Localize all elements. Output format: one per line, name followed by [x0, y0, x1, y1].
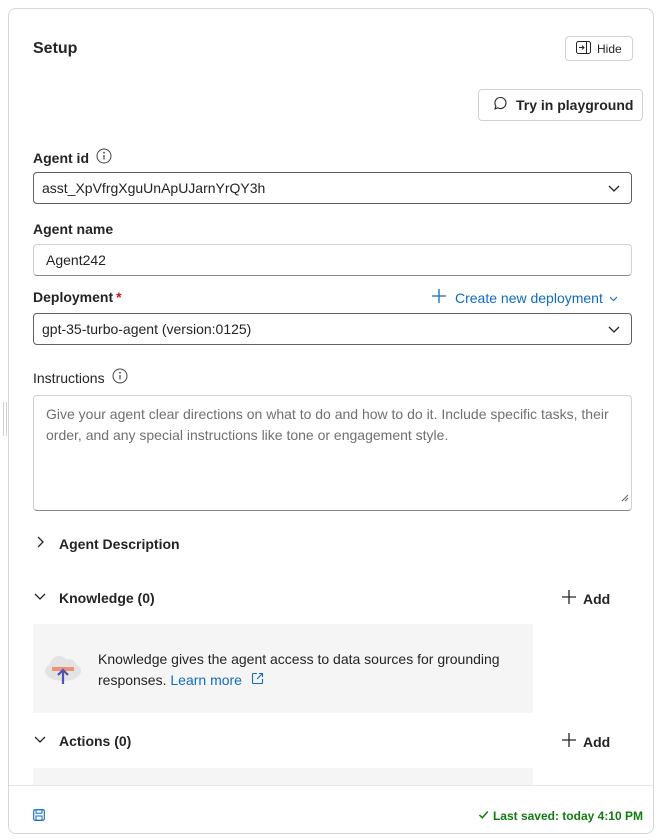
knowledge-description: Knowledge gives the agent access to data sources for grounding responses. [98, 651, 500, 688]
try-in-playground-label: Try in playground [516, 97, 634, 113]
instructions-textarea[interactable] [33, 395, 632, 511]
knowledge-card-text [98, 649, 518, 691]
panel-footer [9, 785, 654, 834]
panel-title: Setup [33, 40, 78, 57]
add-action-label: Add [583, 733, 611, 750]
deployment-select[interactable] [33, 313, 632, 345]
cloud-upload-icon [43, 652, 83, 691]
add-knowledge-label: Add [583, 590, 611, 607]
add-action-button[interactable] [561, 732, 610, 751]
chevron-down-icon [607, 181, 621, 198]
chevron-down-icon [609, 290, 618, 306]
chevron-down-icon [33, 589, 47, 606]
setup-panel [8, 8, 654, 834]
panel-collapse-icon [576, 41, 591, 57]
last-saved-status [478, 809, 643, 823]
agent-name-input[interactable] [33, 244, 632, 276]
actions-section-toggle[interactable] [33, 732, 131, 749]
knowledge-section-toggle[interactable] [33, 589, 155, 606]
hide-button[interactable] [565, 36, 633, 61]
chevron-down-icon [33, 732, 47, 749]
last-saved-label: Last saved: today 4:10 PM [492, 809, 643, 823]
deployment-label [33, 289, 122, 305]
agent-id-label-text: Agent id [33, 149, 89, 166]
plus-icon [561, 589, 577, 608]
info-icon[interactable] [96, 148, 112, 167]
create-new-deployment-label: Create new deployment [455, 289, 603, 306]
resize-grip-icon[interactable] [621, 487, 629, 508]
checkmark-icon [478, 809, 489, 823]
save-icon[interactable] [33, 808, 45, 826]
learn-more-link[interactable] [170, 672, 263, 688]
hide-button-label: Hide [597, 41, 622, 56]
knowledge-label: Knowledge (0) [59, 589, 155, 606]
plus-icon [431, 288, 447, 307]
chevron-down-icon [607, 322, 621, 339]
agent-name-value: Agent242 [46, 252, 106, 268]
actions-label: Actions (0) [59, 732, 132, 749]
required-indicator: * [116, 289, 122, 305]
add-knowledge-button[interactable] [561, 589, 610, 608]
create-new-deployment-link[interactable] [431, 288, 618, 307]
external-link-icon [251, 672, 264, 688]
deployment-value: gpt-35-turbo-agent (version:0125) [42, 321, 252, 337]
agent-id-select[interactable] [33, 172, 632, 204]
deployment-label-text: Deployment [33, 289, 114, 305]
agent-description-label: Agent Description [59, 535, 180, 552]
knowledge-info-card [33, 624, 533, 713]
instructions-label [33, 368, 128, 387]
learn-more-label: Learn more [170, 672, 242, 688]
plus-icon [561, 732, 577, 751]
resize-handle[interactable] [3, 402, 7, 436]
instructions-placeholder: Give your agent clear directions on what to do and how to do it. Include specific tasks, their order, and any special instructions like tone or engagement style. [46, 406, 609, 443]
info-icon[interactable] [112, 368, 128, 387]
agent-id-value: asst_XpVfrgXguUnApUJarnYrQY3h [42, 180, 266, 196]
try-in-playground-button[interactable] [478, 89, 643, 121]
agent-description-section-toggle[interactable] [33, 535, 180, 552]
instructions-label-text: Instructions [33, 369, 105, 386]
agent-id-label [33, 148, 112, 167]
chat-icon [493, 96, 508, 114]
agent-name-label: Agent name [33, 221, 114, 237]
chevron-right-icon [33, 535, 47, 552]
